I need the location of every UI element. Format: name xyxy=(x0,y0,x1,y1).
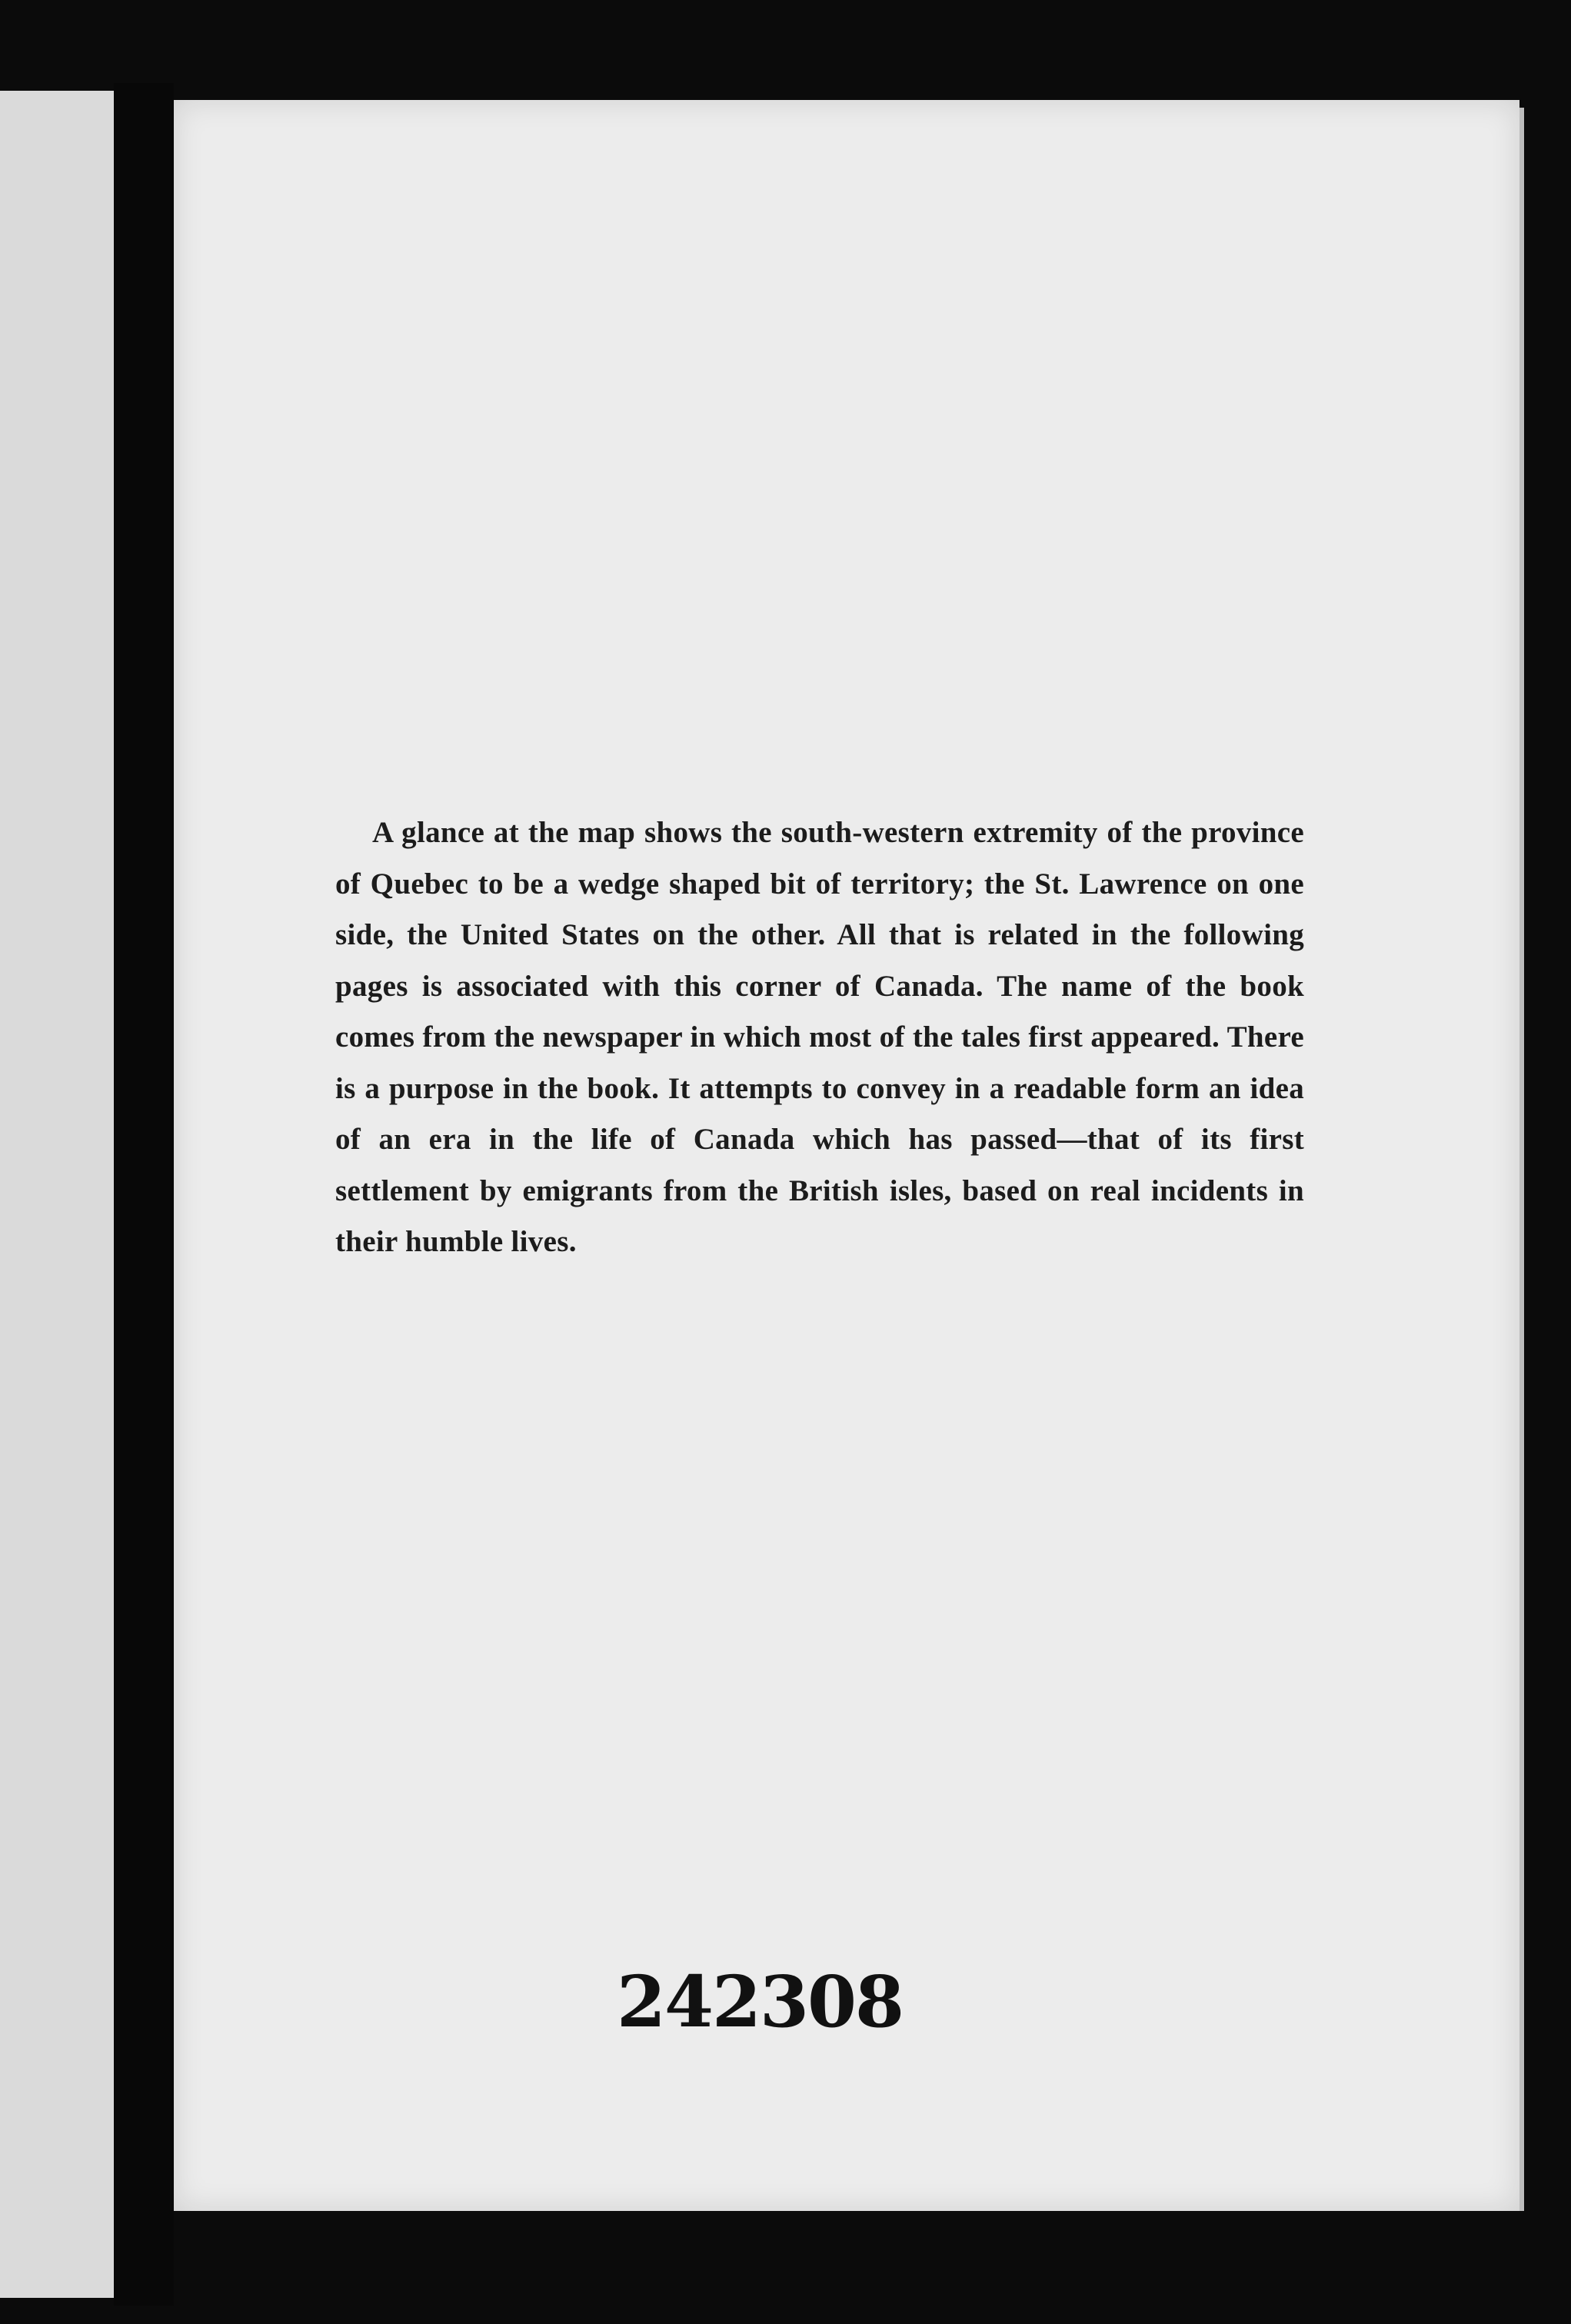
accession-number-stamp: 242308 xyxy=(616,1960,904,2043)
book-page xyxy=(174,100,1519,2211)
foreword-paragraph: A glance at the map shows the south-western extremity of the province of Quebec to be a wedge shaped bit of territory; the St. Lawrence on one side, the United States on the other. All that is related in the following pages is associated with this corner of Canada. The name of the book comes from the newspaper in which most of the tales first appeared. There is a purpose in the book. It attempts to convey in a readable form an idea of an era in the life of Canada which has passed—that of its first settlement by emigrants from the British isles, based on real incidents in their humble lives. xyxy=(335,816,1304,1258)
book-spine-gutter xyxy=(114,83,174,2306)
adjacent-page-edge xyxy=(0,91,114,2298)
page-right-edge xyxy=(1519,108,1524,2211)
